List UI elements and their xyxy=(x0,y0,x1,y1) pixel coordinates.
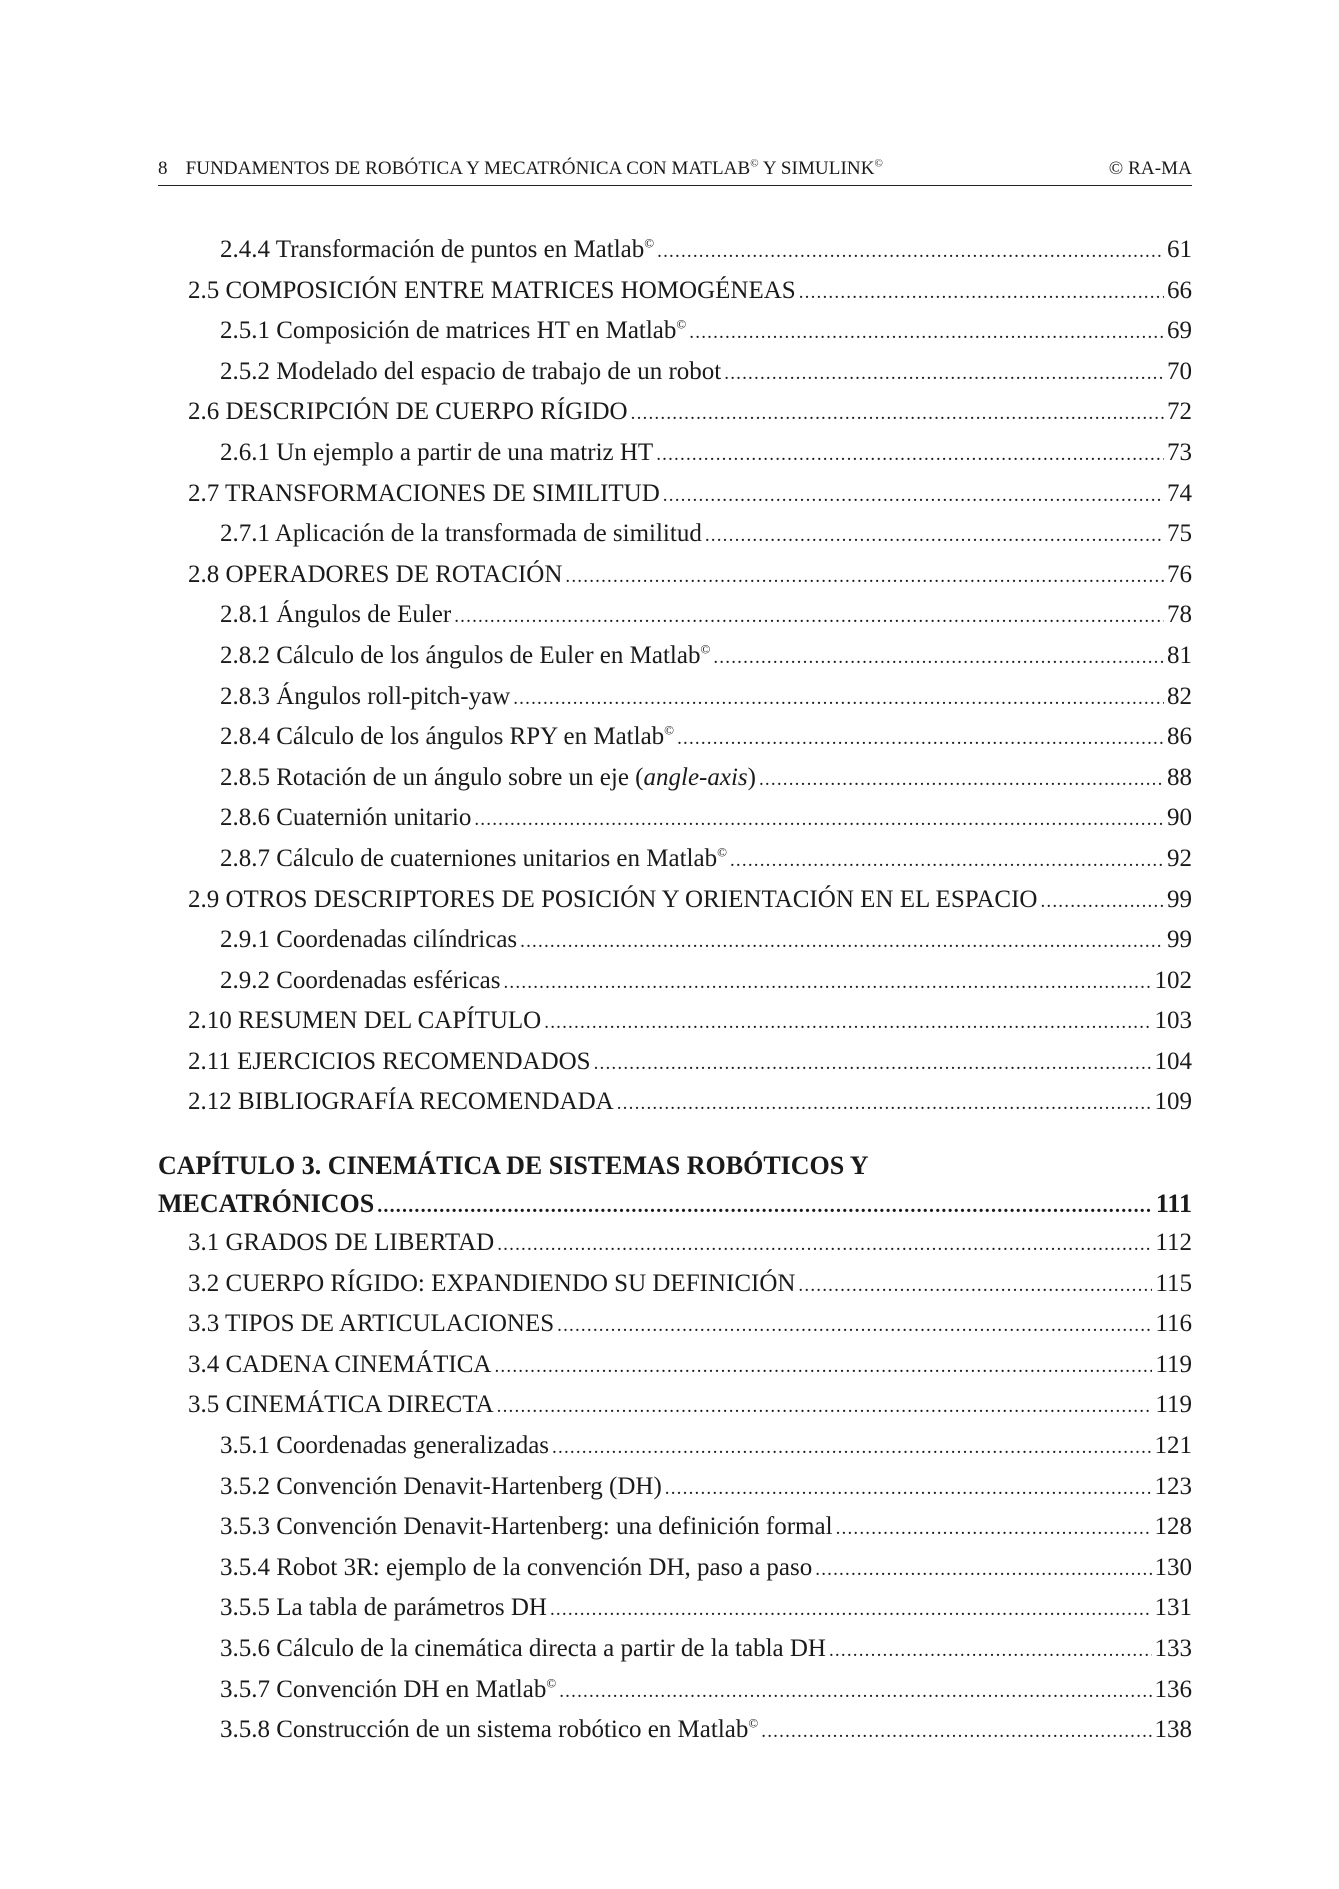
toc-entry[interactable] xyxy=(158,1391,1192,1432)
toc-entry-page: 121 xyxy=(1154,1432,1192,1460)
toc-entry-page: 115 xyxy=(1155,1269,1192,1297)
toc-entry-text: 3.5.8 Construcción de un sistema robótico en Matlab xyxy=(220,1716,749,1744)
toc-entry-label xyxy=(188,1391,494,1419)
toc-entry-page: 90 xyxy=(1167,804,1192,832)
toc-entry-page: 99 xyxy=(1167,926,1192,954)
toc-entry-label xyxy=(220,1554,812,1582)
leader-dots xyxy=(713,647,1164,669)
toc-entry-text: 2.7.1 Aplicación de la transformada de similitud xyxy=(220,520,702,548)
toc-entry-label xyxy=(188,398,628,426)
toc-entry-page: 130 xyxy=(1154,1553,1192,1581)
toc-entry-label xyxy=(188,561,562,589)
leader-dots xyxy=(724,363,1164,385)
toc-entry[interactable] xyxy=(158,1310,1192,1351)
toc-entry[interactable] xyxy=(158,1594,1192,1635)
leader-dots xyxy=(497,1234,1152,1256)
toc-entry[interactable] xyxy=(158,561,1192,602)
toc-entry-text: 2.12 BIBLIOGRAFÍA RECOMENDADA xyxy=(188,1088,614,1116)
toc-entry-text: 2.4.4 Transformación de puntos en Matlab xyxy=(220,236,645,263)
chapter-page-number: 111 xyxy=(1155,1189,1192,1219)
toc-entry-text: 2.8.4 Cálculo de los ángulos RPY en Matlab xyxy=(220,723,665,751)
toc-entry-label xyxy=(188,1088,614,1116)
leader-dots xyxy=(494,1356,1152,1378)
leader-dots xyxy=(617,1093,1152,1115)
toc-entry[interactable] xyxy=(158,764,1192,805)
toc-entry-page: 99 xyxy=(1167,885,1192,913)
toc-entry[interactable] xyxy=(158,1048,1192,1089)
leader-dots xyxy=(730,850,1164,872)
toc-entry-page: 102 xyxy=(1154,966,1192,994)
toc-entry[interactable] xyxy=(158,358,1192,399)
toc-entry[interactable] xyxy=(158,723,1192,764)
page-number: 8 xyxy=(158,158,168,179)
toc-entry-page: 119 xyxy=(1155,1350,1192,1378)
toc-entry-text: 3.5.6 Cálculo de la cinemática directa a partir de la tabla DH xyxy=(220,1635,826,1662)
toc-entry-text: 3.5 CINEMÁTICA DIRECTA xyxy=(188,1391,494,1419)
toc-entry[interactable] xyxy=(158,439,1192,480)
toc-entry[interactable] xyxy=(158,398,1192,439)
toc-entry-label xyxy=(220,1432,549,1460)
toc-entry-page: 73 xyxy=(1167,438,1192,466)
book-title: FUNDAMENTOS DE ROBÓTICA Y MECATRÓNICA CON MATLAB© Y SIMULINK© xyxy=(185,157,883,179)
toc-entry-page: 103 xyxy=(1154,1007,1192,1035)
leader-dots xyxy=(1040,891,1164,913)
toc-entry-label xyxy=(188,1229,494,1257)
toc-entry[interactable] xyxy=(158,1473,1192,1514)
toc-entry[interactable] xyxy=(158,1007,1192,1048)
leader-dots xyxy=(557,1315,1152,1337)
toc-entry-text: 3.5.7 Convención DH en Matlab xyxy=(220,1675,547,1703)
leader-dots xyxy=(513,688,1164,710)
toc-entry-label xyxy=(220,723,674,751)
toc-entry[interactable] xyxy=(158,845,1192,886)
toc-entry-page: 131 xyxy=(1154,1594,1192,1622)
toc-entry-text: 2.8.7 Cálculo de cuaterniones unitarios en Matlab xyxy=(220,844,718,872)
toc-entry-page: 78 xyxy=(1167,601,1192,629)
toc-entry-text: 2.5 COMPOSICIÓN ENTRE MATRICES HOMOGÉNEAS xyxy=(188,276,796,304)
leader-dots xyxy=(798,1275,1152,1297)
toc-entry-page: 76 xyxy=(1167,560,1192,588)
toc-entry-page: 138 xyxy=(1154,1716,1192,1744)
toc-section-chapter-2 xyxy=(158,236,1192,1129)
toc-entry-label xyxy=(188,1270,795,1298)
toc-entry-text: 3.4 CADENA CINEMÁTICA xyxy=(188,1350,492,1378)
leader-dots xyxy=(552,1437,1151,1459)
toc-entry-label xyxy=(220,926,517,954)
toc-entry-label xyxy=(220,236,654,264)
leader-dots xyxy=(550,1599,1152,1621)
toc-entry-text: 2.8.2 Cálculo de los ángulos de Euler en Matlab xyxy=(220,641,701,669)
leader-dots xyxy=(454,606,1164,628)
toc-entry-page: 112 xyxy=(1155,1229,1192,1257)
leader-dots xyxy=(656,444,1164,466)
toc-entry-text: 2.8.6 Cuaternión unitario xyxy=(220,804,472,832)
toc-entry-page: 86 xyxy=(1167,723,1192,751)
toc-entry[interactable] xyxy=(158,317,1192,358)
toc-entry-page: 74 xyxy=(1167,479,1192,507)
chapter-heading[interactable] xyxy=(158,1151,1192,1229)
toc-entry-page: 70 xyxy=(1167,357,1192,385)
toc-entry-text: 2.8.1 Ángulos de Euler xyxy=(220,601,452,629)
leader-dots xyxy=(520,931,1164,953)
chapter-title-line2-entry xyxy=(158,1189,1192,1229)
copyright-mark: © xyxy=(676,316,687,332)
toc-entry[interactable] xyxy=(158,926,1192,967)
toc-entry-text: 3.1 GRADOS DE LIBERTAD xyxy=(188,1229,495,1257)
toc-entry-text: 2.8 OPERADORES DE ROTACIÓN xyxy=(188,560,563,588)
leader-dots xyxy=(815,1559,1151,1581)
toc-entry-text: 3.5.3 Convención Denavit-Hartenberg: una definición formal xyxy=(220,1513,833,1541)
toc-entry-label xyxy=(220,845,727,873)
toc-entry-page: 119 xyxy=(1155,1391,1192,1419)
toc-entry[interactable] xyxy=(158,236,1192,277)
toc-entry[interactable] xyxy=(158,1635,1192,1676)
toc-entry-text: 2.9.2 Coordenadas esféricas xyxy=(220,966,501,994)
toc-entry-label xyxy=(220,1513,833,1541)
leader-dots xyxy=(565,566,1164,588)
running-header xyxy=(158,158,1192,186)
toc-entry-label xyxy=(220,642,710,670)
publisher: © RA-MA xyxy=(1108,158,1192,179)
toc-entry[interactable] xyxy=(158,480,1192,521)
toc-entry-label xyxy=(220,358,721,386)
leader-dots xyxy=(829,1640,1152,1662)
toc-entry[interactable] xyxy=(158,1088,1192,1129)
toc-entry-page: 128 xyxy=(1154,1513,1192,1541)
toc-entry-label xyxy=(220,764,756,792)
toc-entry-text: 2.9 OTROS DESCRIPTORES DE POSICIÓN Y ORIENTACIÓN EN EL ESPACIO xyxy=(188,885,1038,913)
toc-entry-text: 3.3 TIPOS DE ARTICULACIONES xyxy=(188,1310,555,1338)
toc-entry-page: 66 xyxy=(1167,276,1192,304)
toc-entry-label xyxy=(188,277,796,305)
toc-entry-text: 3.5.1 Coordenadas generalizadas xyxy=(220,1432,550,1460)
toc-entry[interactable] xyxy=(158,1676,1192,1717)
toc-entry-label xyxy=(220,1635,826,1663)
leader-dots xyxy=(657,241,1164,263)
toc-entry-label xyxy=(220,1716,758,1744)
toc-entry-page: 82 xyxy=(1167,682,1192,710)
toc-entry[interactable] xyxy=(158,1554,1192,1595)
leader-dots xyxy=(663,485,1164,507)
toc-entry-page: 81 xyxy=(1167,641,1192,669)
toc-entry-page: 136 xyxy=(1154,1675,1192,1703)
toc-entry-page: 92 xyxy=(1167,844,1192,872)
toc-entry-text: 2.8.5 Rotación de un ángulo sobre un eje (angle-axis) xyxy=(220,763,756,791)
toc-entry-label xyxy=(220,967,500,995)
toc-entry-label xyxy=(220,520,702,548)
toc-entry[interactable] xyxy=(158,967,1192,1008)
toc-entry-page: 133 xyxy=(1154,1635,1192,1662)
toc-entry[interactable] xyxy=(158,1229,1192,1270)
toc-entry-label xyxy=(188,1048,591,1076)
toc-entry-text: 2.11 EJERCICIOS RECOMENDADOS xyxy=(188,1047,591,1075)
toc-entry-page: 88 xyxy=(1167,763,1192,791)
toc-entry-page: 75 xyxy=(1167,520,1192,548)
toc-entry-label xyxy=(220,683,510,711)
toc-entry-label xyxy=(220,804,471,832)
toc-entry-text: 2.7 TRANSFORMACIONES DE SIMILITUD xyxy=(188,479,660,507)
toc-entry[interactable] xyxy=(158,1513,1192,1554)
toc-entry-label xyxy=(188,886,1037,914)
toc-entry-label xyxy=(188,1351,491,1379)
toc-entry[interactable] xyxy=(158,520,1192,561)
toc-entry-text: 3.5.2 Convención Denavit-Hartenberg (DH) xyxy=(220,1472,662,1500)
chapter-title-line1: CAPÍTULO 3. CINEMÁTICA DE SISTEMAS ROBÓTICOS Y xyxy=(158,1151,869,1181)
toc-entry[interactable] xyxy=(158,804,1192,845)
toc-entry-label xyxy=(188,1310,554,1338)
leader-dots xyxy=(474,809,1164,831)
leader-dots xyxy=(665,1478,1152,1500)
leader-dots xyxy=(544,1012,1151,1034)
toc-entry-text: 3.2 CUERPO RÍGIDO: EXPANDIENDO SU DEFINICIÓN xyxy=(188,1269,796,1297)
leader-dots xyxy=(497,1396,1153,1418)
copyright-mark: © xyxy=(748,1715,759,1731)
toc-entry-page: 72 xyxy=(1167,398,1192,426)
toc-entry-label xyxy=(220,1594,547,1622)
toc-entry-page: 116 xyxy=(1155,1310,1192,1338)
toc-entry-text: 2.5.1 Composición de matrices HT en Matlab xyxy=(220,317,677,345)
chapter-title-line2: MECATRÓNICOS xyxy=(158,1189,375,1219)
toc-entry-page: 123 xyxy=(1154,1472,1192,1500)
leader-dots xyxy=(631,403,1164,425)
toc-entry[interactable] xyxy=(158,683,1192,724)
toc-entry-text: 2.6 DESCRIPCIÓN DE CUERPO RÍGIDO xyxy=(188,398,628,426)
leader-dots xyxy=(761,1721,1151,1743)
toc-entry[interactable] xyxy=(158,1432,1192,1473)
toc-entry-page: 61 xyxy=(1167,236,1192,263)
toc-entry-label xyxy=(188,1007,541,1035)
leader-dots xyxy=(705,525,1164,547)
leader-dots xyxy=(594,1053,1152,1075)
toc-entry-label xyxy=(220,1473,662,1501)
toc-entry-label xyxy=(188,480,660,508)
toc-entry-label xyxy=(220,317,686,345)
leader-dots xyxy=(759,769,1164,791)
leader-dots xyxy=(503,972,1151,994)
leader-dots xyxy=(677,728,1164,750)
toc-entry[interactable] xyxy=(158,601,1192,642)
toc-entry-text: 3.5.4 Robot 3R: ejemplo de la convención DH, paso a paso xyxy=(220,1553,813,1581)
leader-dots xyxy=(689,322,1164,344)
toc-entry[interactable] xyxy=(158,277,1192,318)
toc-entry-text: 2.9.1 Coordenadas cilíndricas xyxy=(220,926,518,954)
toc-entry-text: 2.8.3 Ángulos roll-pitch-yaw xyxy=(220,682,511,710)
toc-entry-text: 2.6.1 Un ejemplo a partir de una matriz HT xyxy=(220,438,654,466)
running-header-left xyxy=(158,158,883,180)
toc-entry-page: 69 xyxy=(1167,317,1192,345)
leader-dots xyxy=(377,1195,1153,1218)
toc-entry[interactable] xyxy=(158,1716,1192,1757)
toc-entry-label xyxy=(220,439,653,467)
copyright-mark: © xyxy=(664,722,675,738)
table-of-contents xyxy=(158,236,1192,1757)
toc-entry[interactable] xyxy=(158,642,1192,683)
toc-entry-label xyxy=(220,601,451,629)
copyright-mark: © xyxy=(644,235,655,251)
leader-dots xyxy=(559,1681,1151,1703)
leader-dots xyxy=(799,282,1164,304)
copyright-mark: © xyxy=(717,844,727,860)
toc-section-chapter-3 xyxy=(158,1229,1192,1757)
copyright-mark: © xyxy=(700,641,711,657)
toc-entry-page: 109 xyxy=(1154,1088,1192,1116)
toc-entry-text: 2.5.2 Modelado del espacio de trabajo de un robot xyxy=(220,357,722,385)
toc-entry-text: 3.5.5 La tabla de parámetros DH xyxy=(220,1594,547,1622)
toc-entry-label xyxy=(220,1676,556,1704)
toc-entry-text: 2.10 RESUMEN DEL CAPÍTULO xyxy=(188,1007,542,1035)
leader-dots xyxy=(836,1518,1152,1540)
toc-entry[interactable] xyxy=(158,886,1192,927)
toc-entry[interactable] xyxy=(158,1351,1192,1392)
copyright-mark: © xyxy=(546,1675,557,1691)
toc-entry[interactable] xyxy=(158,1270,1192,1311)
toc-entry-page: 104 xyxy=(1154,1047,1192,1075)
